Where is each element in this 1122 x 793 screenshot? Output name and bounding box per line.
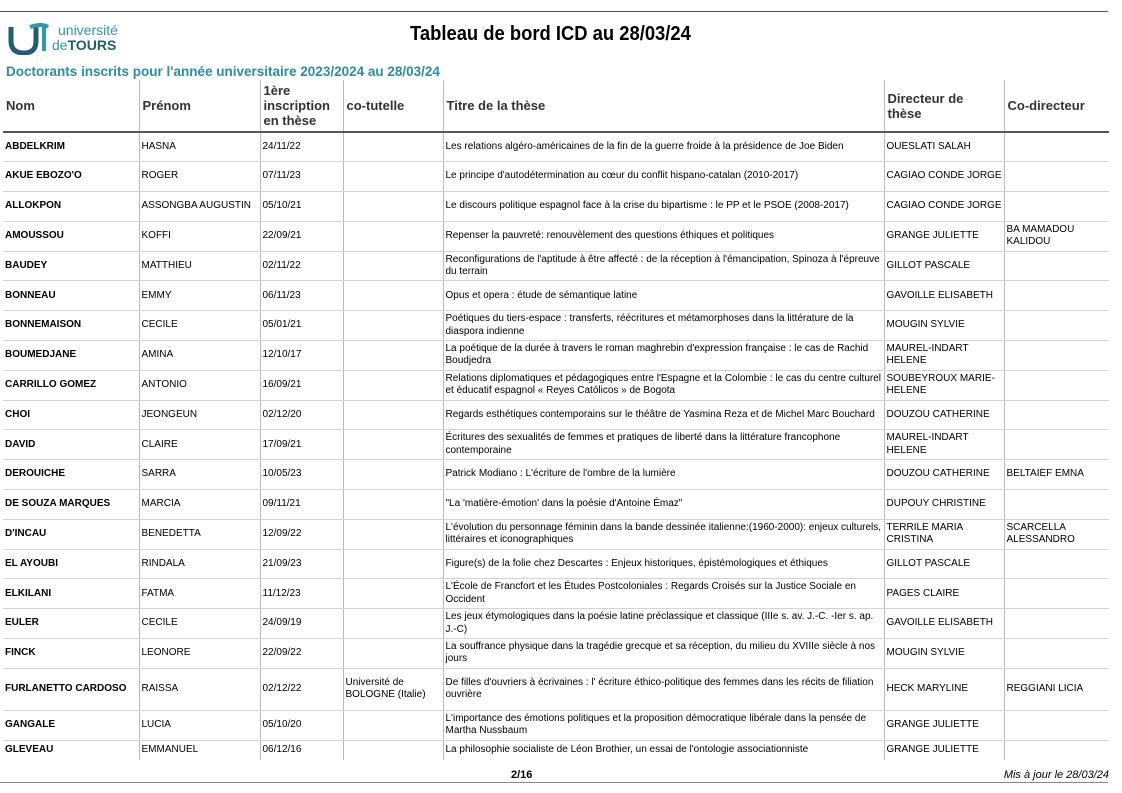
- cell-titre: Regards esthétiques contemporains sur le théâtre de Yasmina Reza et de Michel Marc Bouchard: [443, 400, 884, 430]
- cell-date: 12/10/17: [260, 341, 343, 371]
- cell-cotutelle: [343, 740, 443, 760]
- cell-directeur: DOUZOU CATHERINE: [884, 460, 1004, 490]
- table-row: [3, 281, 1109, 311]
- table-row: [3, 710, 1109, 740]
- table-row: [3, 668, 1109, 710]
- cell-cotutelle: [343, 400, 443, 430]
- cell-codirecteur: [1004, 132, 1109, 162]
- column-header-directeur: Directeur de thèse: [884, 80, 1004, 132]
- table-row: [3, 221, 1109, 251]
- cell-date: 06/11/23: [260, 281, 343, 311]
- cell-prenom: RINDALA: [139, 549, 260, 579]
- table-row: [3, 519, 1109, 549]
- cell-prenom: EMMY: [139, 281, 260, 311]
- cell-nom: EULER: [3, 609, 139, 639]
- cell-date: 09/11/21: [260, 490, 343, 520]
- cell-titre: De filles d'ouvriers à écrivaines : l' écriture éthico-politique des femmes dans les récits de filiation ouvrière: [443, 668, 884, 710]
- cell-date: 07/11/23: [260, 162, 343, 192]
- cell-directeur: GILLOT PASCALE: [884, 251, 1004, 281]
- cell-date: 24/11/22: [260, 132, 343, 162]
- cell-date: 05/01/21: [260, 311, 343, 341]
- cell-codirecteur: BELTAIEF EMNA: [1004, 460, 1109, 490]
- cell-prenom: KOFFI: [139, 221, 260, 251]
- cell-codirecteur: [1004, 430, 1109, 460]
- cell-directeur: MOUGIN SYLVIE: [884, 311, 1004, 341]
- table-row: [3, 490, 1109, 520]
- cell-titre: "La 'matière-émotion' dans la poésie d'Antoine Émaz": [443, 490, 884, 520]
- cell-nom: BONNEAU: [3, 281, 139, 311]
- cell-directeur: PAGES CLAIRE: [884, 579, 1004, 609]
- cell-nom: BAUDEY: [3, 251, 139, 281]
- column-header-premiere-inscription: 1ère inscription en thèse: [260, 80, 343, 132]
- cell-codirecteur: BA MAMADOU KALIDOU: [1004, 221, 1109, 251]
- cell-cotutelle: [343, 162, 443, 192]
- cell-nom: DEROUICHE: [3, 460, 139, 490]
- cell-titre: Les jeux étymologiques dans la poésie latine préclassique et classique (IIIe s. av. J.-C. -Ier s. ap. J.-C): [443, 609, 884, 639]
- cell-cotutelle: [343, 549, 443, 579]
- table-row: [3, 639, 1109, 669]
- cell-prenom: MARCIA: [139, 490, 260, 520]
- cell-cotutelle: [343, 311, 443, 341]
- cell-nom: FURLANETTO CARDOSO: [3, 668, 139, 710]
- cell-directeur: GRANGE JULIETTE: [884, 221, 1004, 251]
- cell-codirecteur: [1004, 490, 1109, 520]
- cell-titre: Relations diplomatiques et pédagogiques entre l'Espagne et la Colombie : le cas du centre culturel et éducatif espagnol « Reyes Católicos » de Bogota: [443, 370, 884, 400]
- cell-nom: AKUE EBOZO'O: [3, 162, 139, 192]
- cell-directeur: GRANGE JULIETTE: [884, 740, 1004, 760]
- cell-nom: D'INCAU: [3, 519, 139, 549]
- cell-cotutelle: [343, 251, 443, 281]
- table-row: [3, 400, 1109, 430]
- cell-titre: Figure(s) de la folie chez Descartes : Enjeux historiques, épistémologiques et éthiques: [443, 549, 884, 579]
- cell-codirecteur: [1004, 341, 1109, 371]
- cell-titre: L'École de Francfort et les Études Postcoloniales : Regards Croisés sur la Justice Sociale en Occident: [443, 579, 884, 609]
- column-header-prenom: Prénom: [139, 80, 260, 132]
- table-row: [3, 430, 1109, 460]
- cell-date: 05/10/21: [260, 192, 343, 222]
- cell-cotutelle: [343, 370, 443, 400]
- cell-date: 06/12/16: [260, 740, 343, 760]
- cell-codirecteur: [1004, 251, 1109, 281]
- page-title: Tableau de bord ICD au 28/03/24: [410, 23, 691, 45]
- cell-prenom: RAISSA: [139, 668, 260, 710]
- cell-titre: Écritures des sexualités de femmes et pratiques de liberté dans la littérature francophone contemporaine: [443, 430, 884, 460]
- cell-nom: BOUMEDJANE: [3, 341, 139, 371]
- cell-titre: L'évolution du personnage féminin dans la bande dessinée italienne:(1960-2000): enjeux culturels, littéraires et iconographiques: [443, 519, 884, 549]
- cell-titre: L'importance des émotions politiques et la proposition démocratique libérale dans la pensée de Martha Nussbaum: [443, 710, 884, 740]
- cell-prenom: ASSONGBA AUGUSTIN: [139, 192, 260, 222]
- cell-titre: Le discours politique espagnol face à la crise du bipartisme : le PP et le PSOE (2008-2017): [443, 192, 884, 222]
- cell-directeur: DOUZOU CATHERINE: [884, 400, 1004, 430]
- table-row: [3, 549, 1109, 579]
- cell-prenom: AMINA: [139, 341, 260, 371]
- university-logo: [8, 19, 138, 59]
- cell-prenom: LEONORE: [139, 639, 260, 669]
- cell-cotutelle: [343, 609, 443, 639]
- cell-prenom: JEONGEUN: [139, 400, 260, 430]
- cell-directeur: MAUREL-INDART HELENE: [884, 430, 1004, 460]
- cell-prenom: ANTONIO: [139, 370, 260, 400]
- cell-cotutelle: [343, 519, 443, 549]
- cell-titre: Les relations algéro-américaines de la fin de la guerre froide à la présidence de Joe Biden: [443, 132, 884, 162]
- cell-prenom: EMMANUEL: [139, 740, 260, 760]
- column-header-cotutelle: co-tutelle: [343, 80, 443, 132]
- page-number: 2/16: [511, 769, 533, 781]
- cell-directeur: OUESLATI SALAH: [884, 132, 1004, 162]
- cell-directeur: HECK MARYLINE: [884, 668, 1004, 710]
- table-row: [3, 740, 1109, 760]
- column-header-titre: Titre de la thèse: [443, 80, 884, 132]
- table-body: [3, 132, 1109, 760]
- logo-text-line2: deTOURS: [52, 37, 117, 53]
- cell-prenom: MATTHIEU: [139, 251, 260, 281]
- cell-nom: ELKILANI: [3, 579, 139, 609]
- cell-cotutelle: [343, 490, 443, 520]
- cell-prenom: FATMA: [139, 579, 260, 609]
- cell-titre: Opus et opera : étude de sémantique latine: [443, 281, 884, 311]
- cell-directeur: GAVOILLE ELISABETH: [884, 281, 1004, 311]
- cell-nom: DAVID: [3, 430, 139, 460]
- table-row: [3, 192, 1109, 222]
- cell-date: 22/09/22: [260, 639, 343, 669]
- cell-codirecteur: [1004, 740, 1109, 760]
- cell-directeur: GRANGE JULIETTE: [884, 710, 1004, 740]
- cell-titre: La souffrance physique dans la tragédie grecque et sa réception, du milieu du XVIIIe siècle à nos jours: [443, 639, 884, 669]
- cell-cotutelle: [343, 710, 443, 740]
- update-date: Mis à jour le 28/03/24: [1003, 769, 1109, 781]
- cell-prenom: BENEDETTA: [139, 519, 260, 549]
- cell-codirecteur: [1004, 311, 1109, 341]
- cell-directeur: TERRILE MARIA CRISTINA: [884, 519, 1004, 549]
- cell-titre: Le principe d'autodétermination au cœur du conflit hispano-catalan (2010-2017): [443, 162, 884, 192]
- cell-date: 22/09/21: [260, 221, 343, 251]
- cell-cotutelle: [343, 221, 443, 251]
- table-row: [3, 311, 1109, 341]
- cell-titre: Repenser la pauvreté: renouvèlement des questions éthiques et politiques: [443, 221, 884, 251]
- cell-directeur: GILLOT PASCALE: [884, 549, 1004, 579]
- cell-prenom: HASNA: [139, 132, 260, 162]
- cell-date: 02/12/22: [260, 668, 343, 710]
- cell-prenom: CECILE: [139, 609, 260, 639]
- cell-nom: GANGALE: [3, 710, 139, 740]
- page-subtitle: Doctorants inscrits pour l'année universitaire 2023/2024 au 28/03/24: [6, 64, 440, 79]
- cell-date: 02/12/20: [260, 400, 343, 430]
- cell-cotutelle: [343, 281, 443, 311]
- cell-nom: DE SOUZA MARQUES: [3, 490, 139, 520]
- cell-codirecteur: [1004, 579, 1109, 609]
- cell-cotutelle: [343, 579, 443, 609]
- cell-titre: Reconfigurations de l'aptitude à être affecté : de la réception à l'émancipation, Spinoza à l'épreuve du terrain: [443, 251, 884, 281]
- cell-cotutelle: [343, 639, 443, 669]
- cell-nom: FINCK: [3, 639, 139, 669]
- cell-date: 02/11/22: [260, 251, 343, 281]
- cell-codirecteur: [1004, 639, 1109, 669]
- cell-nom: GLEVEAU: [3, 740, 139, 760]
- table-row: [3, 460, 1109, 490]
- cell-directeur: DUPOUY CHRISTINE: [884, 490, 1004, 520]
- cell-nom: AMOUSSOU: [3, 221, 139, 251]
- cell-date: 05/10/20: [260, 710, 343, 740]
- cell-date: 16/09/21: [260, 370, 343, 400]
- cell-cotutelle: [343, 192, 443, 222]
- cell-codirecteur: [1004, 370, 1109, 400]
- table-row: [3, 251, 1109, 281]
- cell-cotutelle: [343, 460, 443, 490]
- cell-nom: EL AYOUBI: [3, 549, 139, 579]
- cell-directeur: SOUBEYROUX MARIE-HELENE: [884, 370, 1004, 400]
- cell-codirecteur: REGGIANI LICIA: [1004, 668, 1109, 710]
- table-row: [3, 579, 1109, 609]
- cell-codirecteur: [1004, 710, 1109, 740]
- table-row: [3, 162, 1109, 192]
- cell-directeur: GAVOILLE ELISABETH: [884, 609, 1004, 639]
- cell-date: 10/05/23: [260, 460, 343, 490]
- table-row: [3, 341, 1109, 371]
- cell-cotutelle: [343, 132, 443, 162]
- cell-titre: Patrick Modiano : L'écriture de l'ombre de la lumière: [443, 460, 884, 490]
- cell-nom: ALLOKPON: [3, 192, 139, 222]
- cell-nom: CHOI: [3, 400, 139, 430]
- cell-date: 11/12/23: [260, 579, 343, 609]
- cell-prenom: CECILE: [139, 311, 260, 341]
- cell-directeur: MOUGIN SYLVIE: [884, 639, 1004, 669]
- column-header-nom: Nom: [3, 80, 139, 132]
- cell-codirecteur: [1004, 192, 1109, 222]
- cell-prenom: SARRA: [139, 460, 260, 490]
- doctorants-table: [3, 80, 1109, 760]
- cell-codirecteur: [1004, 281, 1109, 311]
- cell-titre: La poétique de la durée à travers le roman maghrebin d'expression française : le cas de Rachid Boudjedra: [443, 341, 884, 371]
- cell-nom: CARRILLO GOMEZ: [3, 370, 139, 400]
- column-header-codirecteur: Co-directeur: [1007, 98, 1085, 113]
- cell-titre: Poétiques du tiers-espace : transferts, réécritures et métamorphoses dans la littérature de la diaspora indienne: [443, 311, 884, 341]
- bottom-rule: [0, 782, 1108, 783]
- table-row: [3, 132, 1109, 162]
- cell-codirecteur: SCARCELLA ALESSANDRO: [1004, 519, 1109, 549]
- cell-prenom: ROGER: [139, 162, 260, 192]
- cell-cotutelle: [343, 430, 443, 460]
- cell-date: 12/09/22: [260, 519, 343, 549]
- cell-codirecteur: [1004, 400, 1109, 430]
- cell-prenom: LUCIA: [139, 710, 260, 740]
- cell-nom: BONNEMAISON: [3, 311, 139, 341]
- cell-nom: ABDELKRIM: [3, 132, 139, 162]
- university-logo-icon: [8, 21, 50, 55]
- cell-date: 24/09/19: [260, 609, 343, 639]
- cell-cotutelle: Université de BOLOGNE (Italie): [343, 668, 443, 710]
- cell-cotutelle: [343, 341, 443, 371]
- table-header-row: [3, 80, 1109, 132]
- table-row: [3, 609, 1109, 639]
- cell-directeur: CAGIAO CONDE JORGE: [884, 192, 1004, 222]
- cell-prenom: CLAIRE: [139, 430, 260, 460]
- logo-text-line1: université: [58, 22, 118, 38]
- top-rule: [0, 11, 1108, 12]
- cell-codirecteur: [1004, 549, 1109, 579]
- cell-directeur: CAGIAO CONDE JORGE: [884, 162, 1004, 192]
- cell-date: 17/09/21: [260, 430, 343, 460]
- cell-date: 21/09/23: [260, 549, 343, 579]
- cell-codirecteur: [1004, 609, 1109, 639]
- cell-titre: La philosophie socialiste de Léon Brothier, un essai de l'ontologie associationniste: [443, 740, 884, 760]
- cell-codirecteur: [1004, 162, 1109, 192]
- cell-directeur: MAUREL-INDART HELENE: [884, 341, 1004, 371]
- table-row: [3, 370, 1109, 400]
